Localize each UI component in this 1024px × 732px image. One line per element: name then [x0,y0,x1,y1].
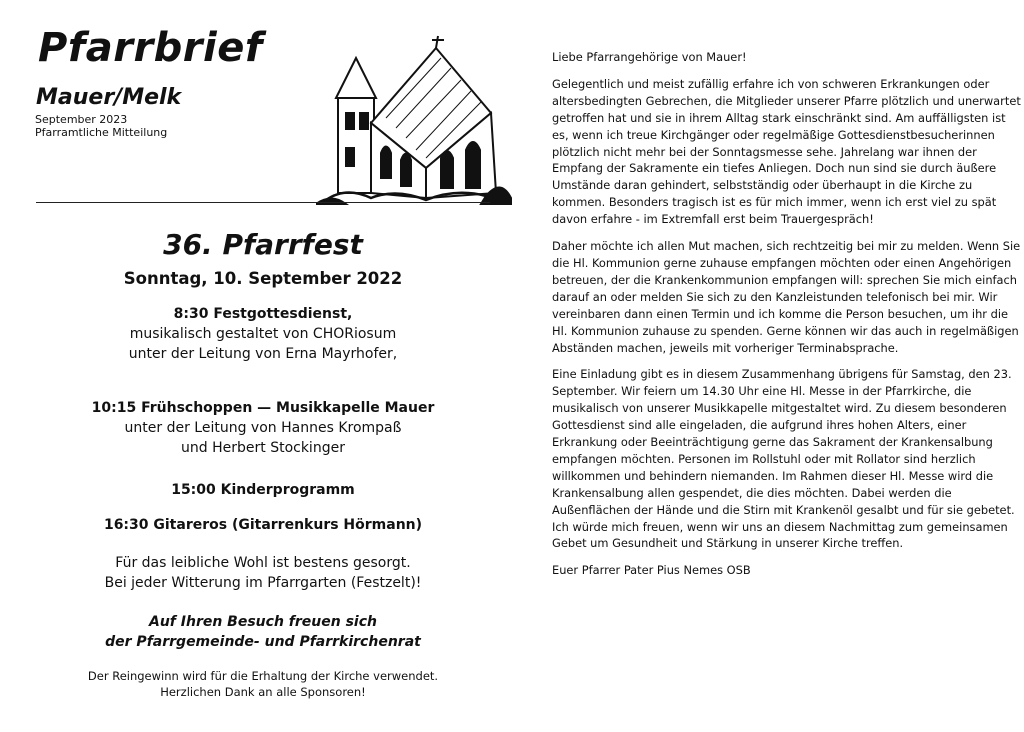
header-divider [36,202,490,203]
fest-title: 36. Pfarrfest [163,228,363,261]
fest-info-line: Bei jeder Witterung im Pfarrgarten (Festzelt)! [104,575,422,591]
program-item-mass [28,304,498,364]
masthead-note: Pfarramtliche Mitteilung [35,126,168,139]
fest-info [28,553,498,593]
letter-greeting: Liebe Pfarrangehörige von Mauer! [552,50,747,64]
fest-date: Sonntag, 10. September 2022 [123,269,403,288]
program-item-line: und Herbert Stockinger [181,440,345,456]
masthead-date: September 2023 [35,113,128,126]
fest-footer-line: Herzlichen Dank an alle Sponsoren! [160,685,366,699]
letter-column [552,49,1022,589]
program-item-head: 10:15 Frühschoppen — Musikkapelle Mauer [91,400,435,416]
fest-info-line: Für das leibliche Wohl ist bestens gesorgt. [115,555,411,571]
masthead-meta [35,113,167,139]
program-item-line: unter der Leitung von Erna Mayrhofer, [128,346,398,362]
program-item-line: musikalisch gestaltet von CHORiosum [129,326,397,342]
left-column [28,18,498,718]
letter-paragraph: Gelegentlich und meist zufällig erfahre ich von schweren Erkrankungen oder altersbedingten Gebrechen, die Mitglieder unserer Pfarre plötzlich und unerwartet getroffen hat und sie in ihrem Alltag stark einschränkt sind. Am auffälligsten ist es, wenn ich treue Kirchgänger oder regelmäßige Gottesdienstbesucherinnen plötzlich nicht mehr bei der Sonntagsmesse sehe. Jahrelang war ihnen der Empfang der Sakramente ein tiefes Anliegen. Doch nun sind sie durch äußere Umstände daran gehindert, selbstständig oder überhaupt in die Kirche zu kommen. Besonders tragisch ist es für mich immer, wenn ich erst viel zu spät davon erfahre - im Extremfall erst beim Trauergespräch! [552,76,1021,227]
fest-invite [28,612,498,652]
fest-invite-line: der Pfarrgemeinde- und Pfarrkirchenrat [105,634,421,650]
program-item-gitareros: 16:30 Gitareros (Gitarrenkurs Hörmann) [103,517,423,533]
letter-signature: Euer Pfarrer Pater Pius Nemes OSB [552,563,751,578]
masthead-title: Pfarrbrief [38,25,263,71]
letter-paragraph: Eine Einladung gibt es in diesem Zusammenhang übrigens für Samstag, den 23. September. Wir feiern um 14.30 Uhr eine Hl. Messe in der Pfarrkirche, die musikalisch von unserer Musikkapelle mitgestaltet wird. Zu diesem besonderen Gottesdienst sind alle eingeladen, die aufgrund ihres hohen Alters, einer Erkrankung oder Beeinträchtigung gerne das Sakrament der Krankensalbung empfangen möchten. Personen im Rollstuhl oder mit Rollator sind herzlich willkommen und behindern niemanden. Im Rahmen dieser Hl. Messe wird die Krankensalbung allen gespendet, die dies möchten. Dabei werden die Außenflächen der Hände und die Stirn mit Krankenöl gesalbt und für sie gebetet. Ich würde mich freuen, wenn wir uns an diesem Nachmittag zum gemeinsamen Gebet um Gesundheit und Stärkung in unserer Kirche treffen. [552,367,1015,551]
program-item-fruehschoppen [28,398,498,458]
program-item-head: 8:30 Festgottesdienst, [173,306,353,322]
fest-footer [28,668,498,700]
fest-invite-line: Auf Ihren Besuch freuen sich [149,614,377,630]
church-illustration-icon [316,28,516,208]
program-item-line: unter der Leitung von Hannes Krompaß [124,420,402,436]
letter-paragraph: Daher möchte ich allen Mut machen, sich rechtzeitig bei mir zu melden. Wenn Sie die Hl. Kommunion gerne zuhause empfangen möchten oder einen Angehörigen betreuen, der die Krankenkommunion empfangen will: sprechen Sie mich einfach darauf an oder melden Sie sich zu den Kanzleistunden telefonisch bei mir. Wir vereinbaren dann einen Termin und ich komme die Person besuchen, um ihr die Hl. Kommunion zuhause zu spenden. Gerne können wir das auch in regelmäßigen Abständen machen, jeweils mit vorheriger Terminabsprache. [552,239,1021,355]
masthead-subtitle: Mauer/Melk [36,85,182,110]
program-item-kinder: 15:00 Kinderprogramm [171,482,355,498]
fest-footer-line: Der Reingewinn wird für die Erhaltung der Kirche verwendet. [87,669,439,683]
